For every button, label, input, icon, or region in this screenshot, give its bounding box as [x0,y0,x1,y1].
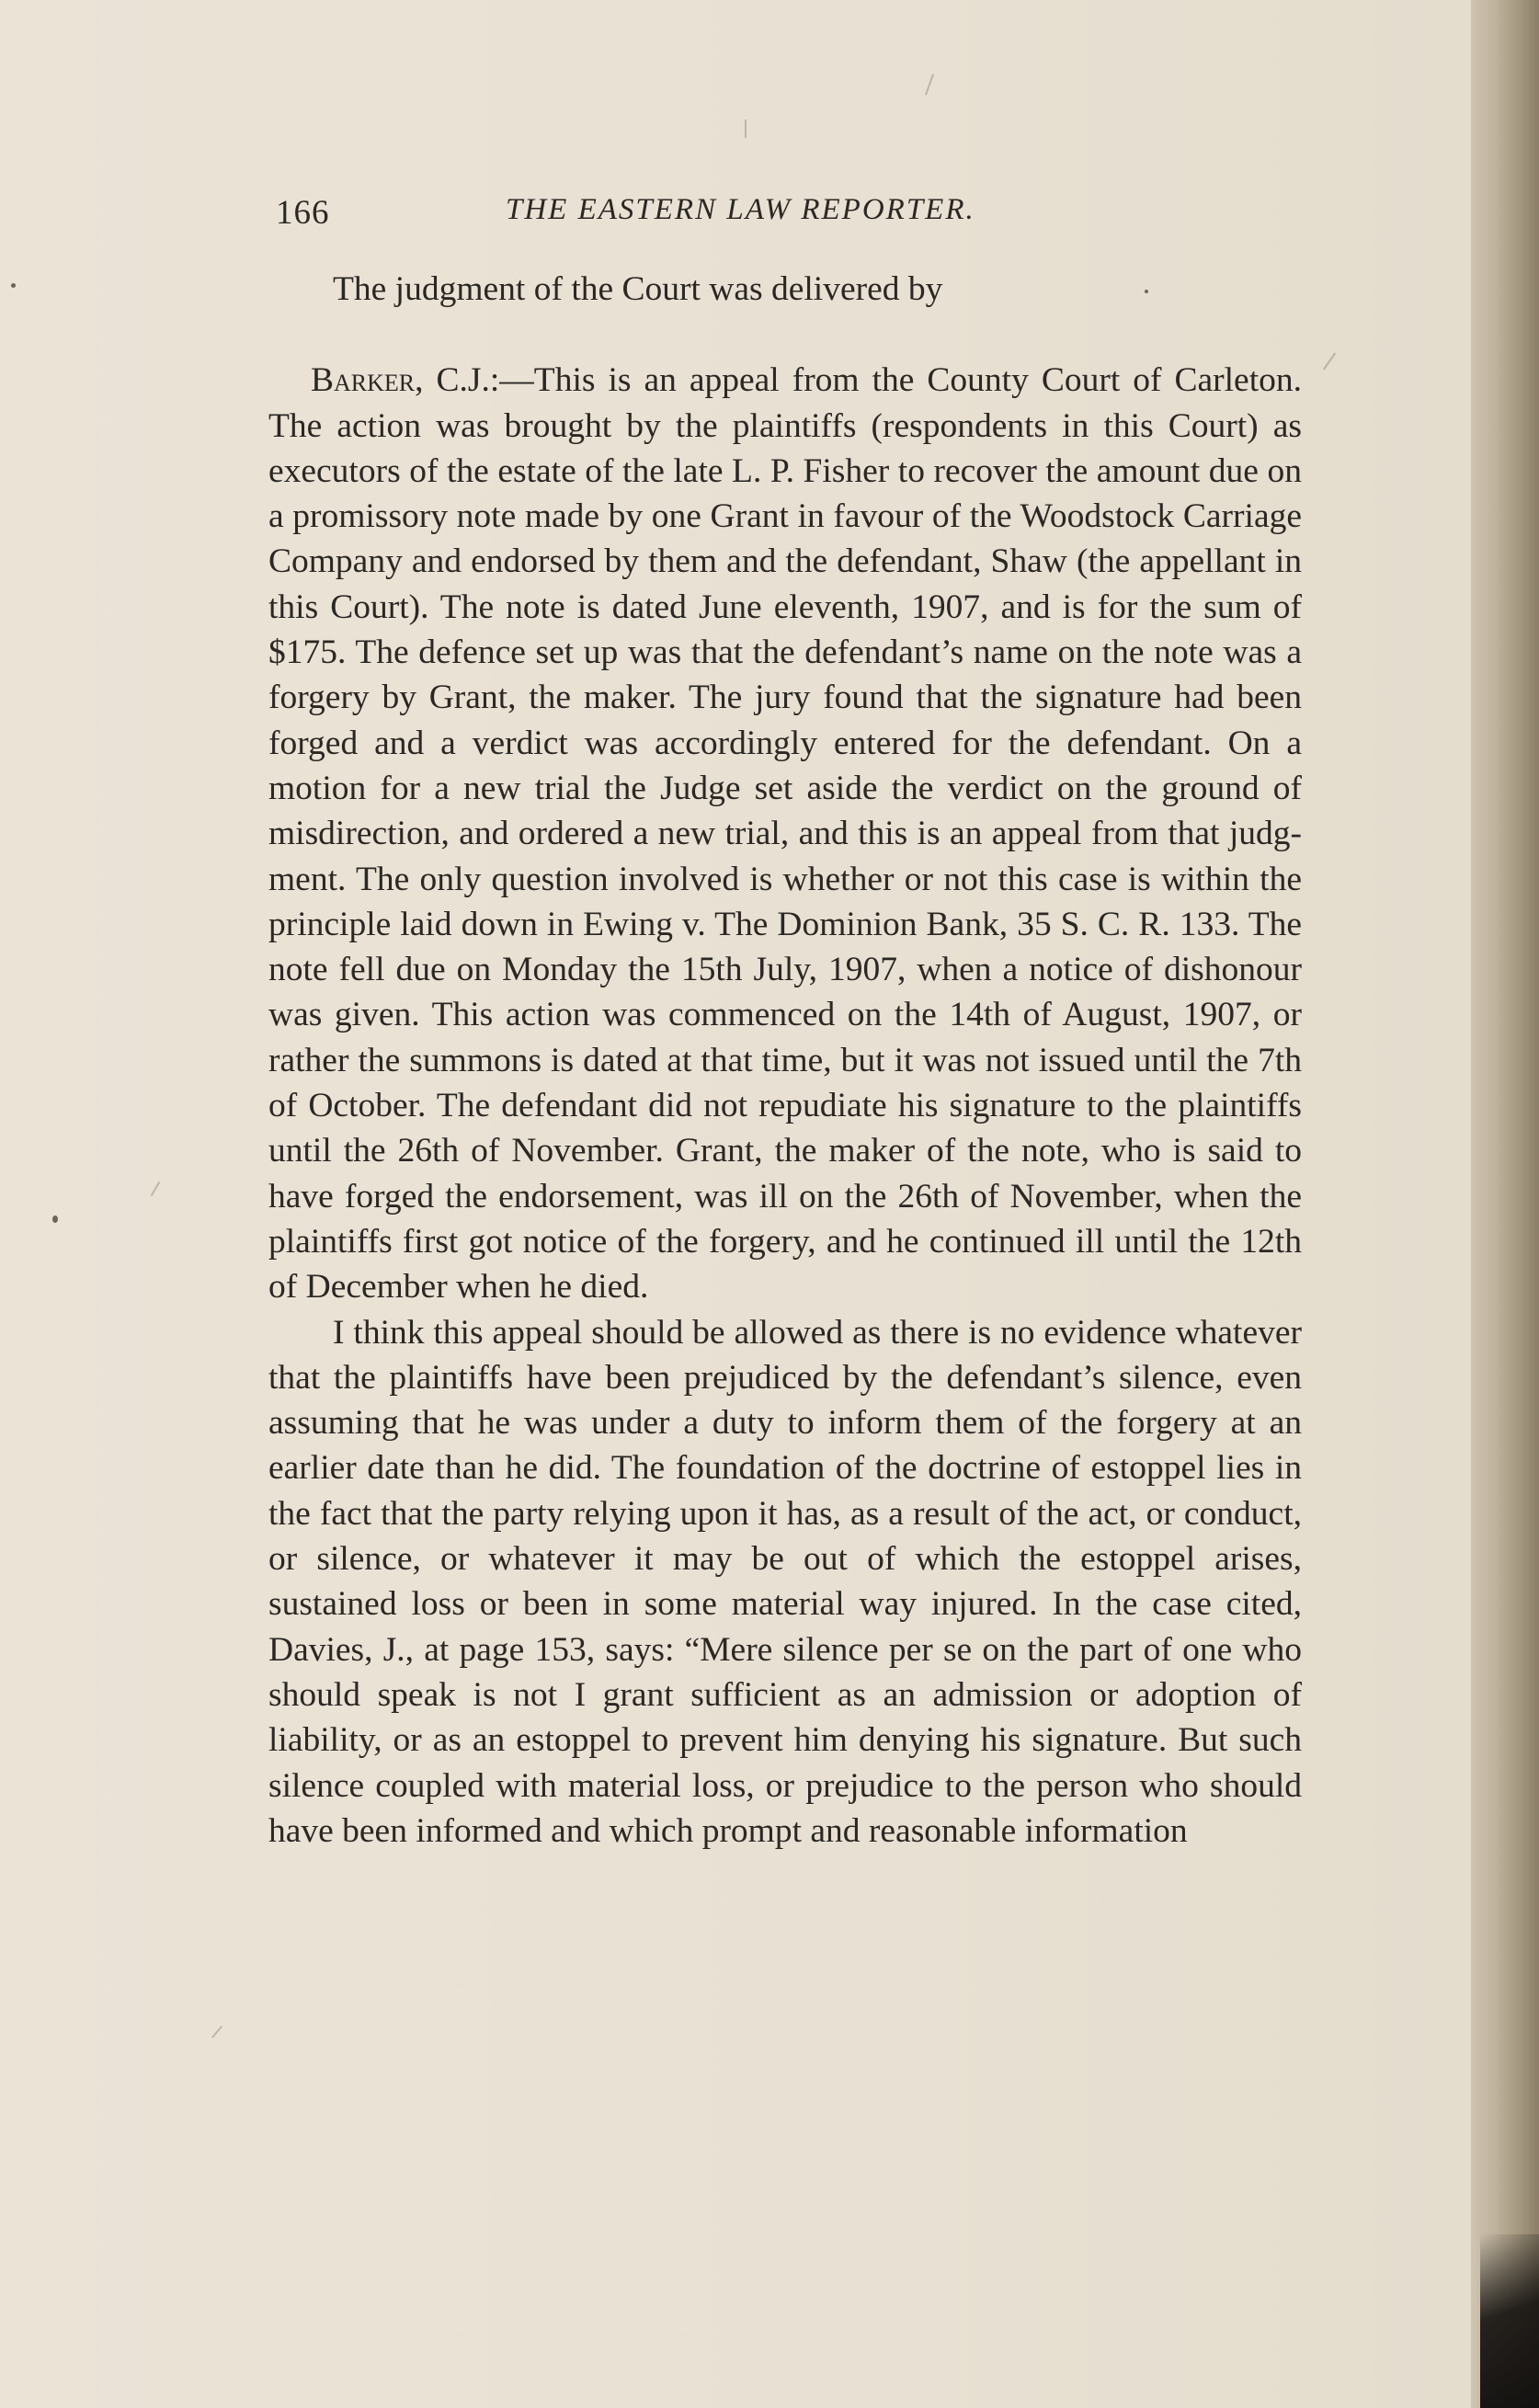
book-gutter [1471,0,1539,2408]
paper-scratch [925,74,934,95]
paper-scratch [1323,352,1336,370]
paragraph-1-text: This is an appeal from the County Court of Carleton. The action was brought by the plaintiffs (respondents in this Court) as executors of the estate of the late L. P. Fisher to recover the amount due on a promissory note made by one Grant in favour of the Woodstock Carriage Company and endorsed by them and the defendant, Shaw (the appellant in this Court). The note is dated June eleventh, 1907, and is for the sum of $175. The defence set up was that the defendant’s name on the note was a forgery by Grant, the maker. The jury found that the signature had been forged and a verdict was accordingly entered for the defendant. On a motion for a new trial the Judge set aside the verdict on the ground of misdirection, and ordered a new trial, and this is an appeal from that judgment. The only question involved is whether or not this case is within the principle laid down in Ewing v. The Dominion Bank, 35 S. C. R. 133. The note fell due on Monday the 15th July, 1907, when a notice of dishonour was given. This action was commenced on the 14th of August, 1907, or rather the summons is dated at that time, but it was not issued until the 7th of October. The defendant did not repudiate his signature to the plaintiffs until the 26th of November. Grant, the maker of the note, who is said to have forged the endorsement, was ill on the 26th of November, when the plaintiffs first got notice of the forgery, and he continued ill until the 12th of December when he died. [268,361,1302,1307]
paper-scratch [745,120,747,138]
intro-line: The judgment of the Court was delivered by [333,270,943,308]
paper-speck [52,1215,58,1223]
paper-speck [11,283,16,288]
paper-scratch [151,1181,161,1197]
paragraph-2: I think this appeal should be allowed as there is no evidence whatever that the plaintiffs have been prejudiced by the defendant’s silence, even assuming that he was under a duty to inform them of the forgery at an earlier date than he did. The foundation of the doctrine of estoppel lies in the fact that the party relying upon it has, as a result of the act, or conduct, or silence, or whatever it may be out of which the estoppel arises, sustained loss or been in some material way injured. In the case cited, Davies, J., at page 153, says: “Mere silence per se on the part of one who should speak is not I grant sufficient as an admission or adoption of liability, or as an estoppel to prevent him denying his signature. But such silence coupled with material loss, or prejudice to the person who should have been informed and which prompt and reasonable information [268,1313,1302,1850]
running-head: THE EASTERN LAW REPORTER. [506,193,975,226]
binding-shadow [1480,2234,1539,2408]
paper-speck [1145,290,1148,293]
page-number: 166 [276,194,330,232]
paragraph-1 [268,358,1302,1309]
judge-name: Barker [311,361,416,400]
body-text [268,267,1302,1854]
paper-scratch [211,2026,222,2038]
page-header [276,193,1324,239]
judge-suffix: , C.J.:— [415,361,534,400]
